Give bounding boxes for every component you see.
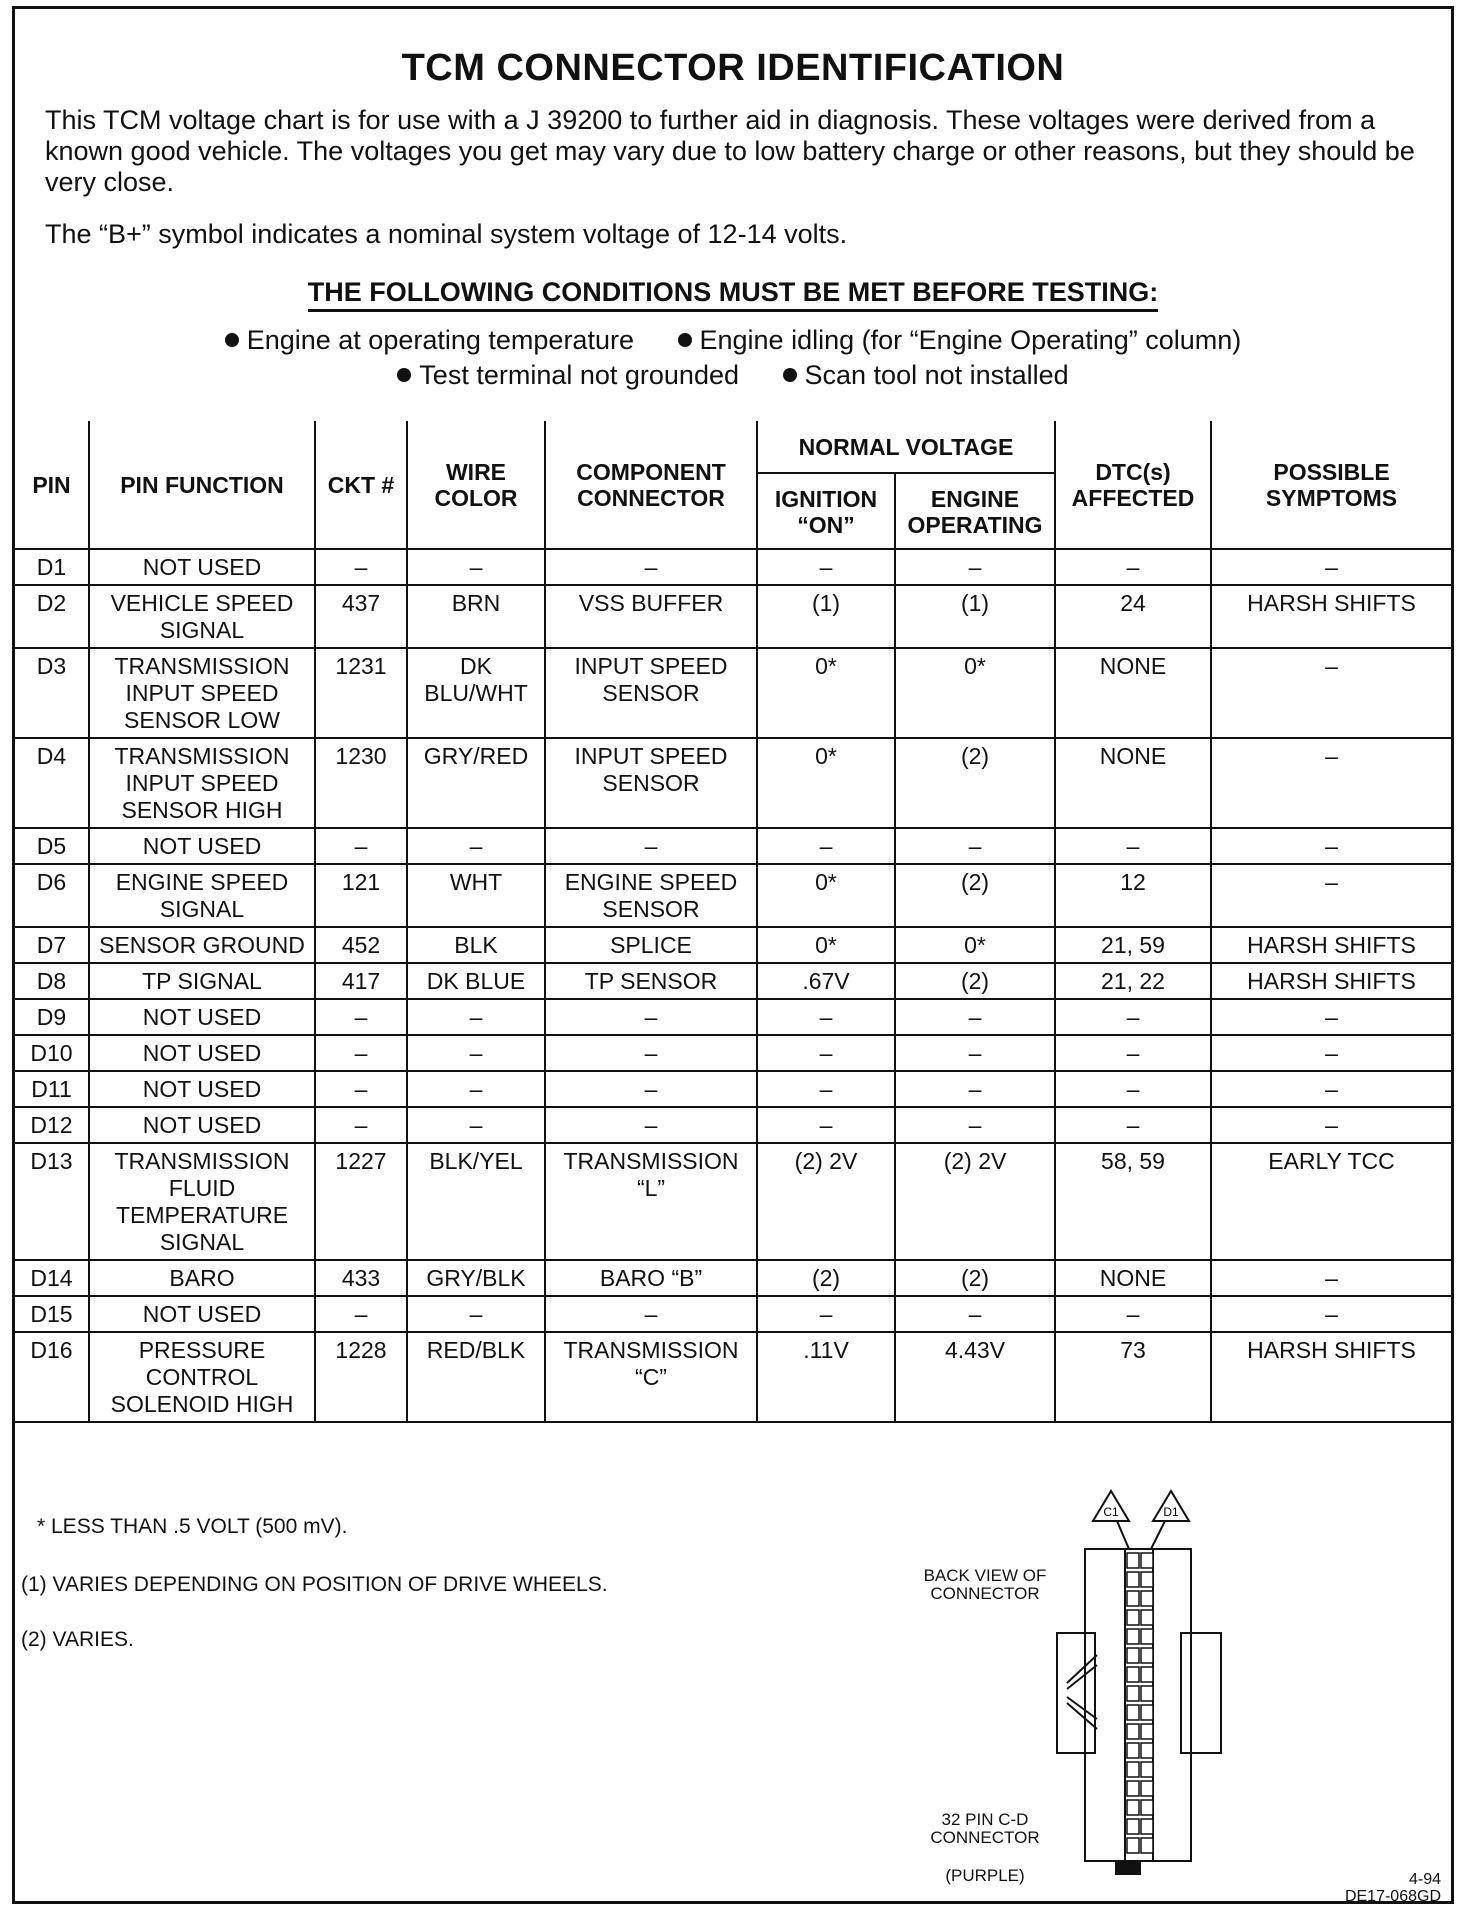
connector-diagram	[1055, 1483, 1235, 1903]
cell-wire-color: DK BLU/WHT	[407, 648, 545, 738]
cell-ignition-on: 0*	[757, 738, 895, 828]
cell-symptoms: –	[1211, 648, 1451, 738]
footnote-one: (1) VARIES DEPENDING ON POSITION OF DRIVE WHEELS.	[21, 1573, 608, 1596]
cell-ckt: 121	[315, 864, 407, 927]
cell-ckt: 1231	[315, 648, 407, 738]
connector-pin	[1127, 1781, 1139, 1796]
cell-dtc: 73	[1055, 1332, 1211, 1422]
cell-symptoms: HARSH SHIFTS	[1211, 585, 1451, 648]
cell-component: INPUT SPEED SENSOR	[545, 738, 757, 828]
cell-ckt: 437	[315, 585, 407, 648]
cell-symptoms: –	[1211, 1071, 1451, 1107]
connector-pin	[1141, 1572, 1153, 1587]
cell-symptoms: –	[1211, 1260, 1451, 1296]
connector-pin	[1141, 1762, 1153, 1777]
connector-pin	[1141, 1667, 1153, 1682]
cell-component: –	[545, 1296, 757, 1332]
cell-ckt: –	[315, 1296, 407, 1332]
cell-pin-function: NOT USED	[89, 999, 315, 1035]
footnotes-section	[15, 1463, 1451, 1907]
cell-symptoms: –	[1211, 999, 1451, 1035]
conditions-heading: THE FOLLOWING CONDITIONS MUST BE MET BEFORE TESTING:	[15, 277, 1451, 308]
cell-ignition-on: –	[757, 1107, 895, 1143]
connector-pin	[1141, 1743, 1153, 1758]
cell-pin: D12	[15, 1107, 89, 1143]
connector-type-label: 32 PIN C-D CONNECTOR	[930, 1810, 1040, 1847]
cell-ckt: 433	[315, 1260, 407, 1296]
header-pin-function: PIN FUNCTION	[89, 421, 315, 549]
cell-wire-color: –	[407, 1107, 545, 1143]
cell-pin: D8	[15, 963, 89, 999]
cell-pin: D14	[15, 1260, 89, 1296]
connector-pin	[1127, 1838, 1139, 1853]
header-ckt: CKT #	[315, 421, 407, 549]
table-row	[15, 585, 1451, 648]
cell-symptoms: HARSH SHIFTS	[1211, 963, 1451, 999]
cell-symptoms: HARSH SHIFTS	[1211, 1332, 1451, 1422]
connector-pin	[1141, 1781, 1153, 1796]
document-code	[1345, 1871, 1441, 1905]
cell-pin: D9	[15, 999, 89, 1035]
connector-pin	[1141, 1648, 1153, 1663]
cell-engine-operating: –	[895, 1071, 1055, 1107]
cell-symptoms: –	[1211, 549, 1451, 585]
cell-dtc: NONE	[1055, 1260, 1211, 1296]
cell-pin-function: ENGINE SPEED SIGNAL	[89, 864, 315, 927]
cell-ckt: –	[315, 1071, 407, 1107]
table-row	[15, 927, 1451, 963]
svg-text:D1: D1	[1163, 1505, 1179, 1519]
cell-pin-function: NOT USED	[89, 549, 315, 585]
cell-wire-color: –	[407, 1296, 545, 1332]
code-line-2: DE17-068GD	[1344, 1888, 1441, 1905]
cell-ignition-on: 0*	[757, 864, 895, 927]
cell-pin: D4	[15, 738, 89, 828]
table-body	[15, 549, 1451, 1422]
cell-ignition-on: –	[757, 828, 895, 864]
connector-pin	[1127, 1800, 1139, 1815]
cell-symptoms: –	[1211, 828, 1451, 864]
table-row	[15, 864, 1451, 927]
marker-c1	[1093, 1491, 1129, 1549]
header-pin: PIN	[15, 421, 89, 549]
cell-pin: D7	[15, 927, 89, 963]
connector-pin	[1127, 1686, 1139, 1701]
cell-ignition-on: –	[757, 999, 895, 1035]
cell-component: –	[545, 1071, 757, 1107]
cell-engine-operating: (2)	[895, 963, 1055, 999]
connector-pin	[1127, 1667, 1139, 1682]
marker-d1	[1151, 1491, 1189, 1549]
conditions-row-1	[15, 325, 1451, 356]
cell-pin-function: PRESSURE CONTROL SOLENOID HIGH	[89, 1332, 315, 1422]
cell-pin: D16	[15, 1332, 89, 1422]
cell-ignition-on: –	[757, 1071, 895, 1107]
bullet-icon	[225, 333, 239, 347]
intro-paragraph: This TCM voltage chart is for use with a J 39200 to further aid in diagnosis. These voltages were derived from a known good vehicle. The voltages you get may vary due to low battery charge or other reasons, but they should be very close.	[45, 105, 1415, 197]
cell-dtc: –	[1055, 1071, 1211, 1107]
cell-engine-operating: –	[895, 1035, 1055, 1071]
cell-wire-color: BLK	[407, 927, 545, 963]
bullet-icon	[678, 333, 692, 347]
connector-pin	[1127, 1648, 1139, 1663]
cell-component: BARO “B”	[545, 1260, 757, 1296]
cell-wire-color: –	[407, 1035, 545, 1071]
cell-pin: D15	[15, 1296, 89, 1332]
cell-ckt: 1228	[315, 1332, 407, 1422]
connector-pin	[1127, 1724, 1139, 1739]
table-row	[15, 648, 1451, 738]
cell-engine-operating: –	[895, 549, 1055, 585]
cell-component: SPLICE	[545, 927, 757, 963]
cell-pin-function: TRANSMISSION INPUT SPEED SENSOR HIGH	[89, 738, 315, 828]
table-row	[15, 1143, 1451, 1260]
connector-pin	[1141, 1800, 1153, 1815]
cell-ckt: 1230	[315, 738, 407, 828]
cell-component: –	[545, 999, 757, 1035]
header-ignition-on: IGNITION “ON”	[757, 473, 895, 549]
cell-ignition-on: 0*	[757, 927, 895, 963]
cell-wire-color: GRY/BLK	[407, 1260, 545, 1296]
header-possible-symptoms: POSSIBLE SYMPTOMS	[1211, 421, 1451, 549]
bullet-icon	[783, 368, 797, 382]
cell-ignition-on: (2) 2V	[757, 1143, 895, 1260]
connector-pin	[1127, 1819, 1139, 1834]
condition-item: Test terminal not grounded	[397, 360, 739, 391]
connector-pin	[1141, 1819, 1153, 1834]
cell-dtc: 21, 59	[1055, 927, 1211, 963]
footnote-two: (2) VARIES.	[21, 1628, 134, 1651]
cell-ckt: 1227	[315, 1143, 407, 1260]
cell-component: TP SENSOR	[545, 963, 757, 999]
conditions-row-2	[15, 360, 1451, 391]
cell-component: VSS BUFFER	[545, 585, 757, 648]
cell-component: INPUT SPEED SENSOR	[545, 648, 757, 738]
cell-pin: D5	[15, 828, 89, 864]
cell-pin-function: NOT USED	[89, 1296, 315, 1332]
cell-engine-operating: (2)	[895, 1260, 1055, 1296]
connector-pin	[1141, 1553, 1153, 1568]
cell-dtc: 58, 59	[1055, 1143, 1211, 1260]
header-component-connector: COMPONENT CONNECTOR	[545, 421, 757, 549]
cell-engine-operating: –	[895, 1107, 1055, 1143]
cell-dtc: 24	[1055, 585, 1211, 648]
cell-symptoms: HARSH SHIFTS	[1211, 927, 1451, 963]
cell-pin-function: TP SIGNAL	[89, 963, 315, 999]
cell-dtc: –	[1055, 1107, 1211, 1143]
connector-pin	[1127, 1762, 1139, 1777]
cell-engine-operating: (2) 2V	[895, 1143, 1055, 1260]
cell-wire-color: GRY/RED	[407, 738, 545, 828]
cell-dtc: –	[1055, 999, 1211, 1035]
table-row	[15, 1035, 1451, 1071]
page-title: TCM CONNECTOR IDENTIFICATION	[401, 47, 1065, 89]
cell-component: –	[545, 1035, 757, 1071]
cell-engine-operating: –	[895, 828, 1055, 864]
cell-engine-operating: –	[895, 999, 1055, 1035]
cell-symptoms: –	[1211, 1035, 1451, 1071]
cell-wire-color: DK BLUE	[407, 963, 545, 999]
cell-engine-operating: 0*	[895, 648, 1055, 738]
cell-wire-color: WHT	[407, 864, 545, 927]
cell-ckt: –	[315, 1035, 407, 1071]
cell-engine-operating: –	[895, 1296, 1055, 1332]
connector-pin	[1127, 1553, 1139, 1568]
cell-ignition-on: (2)	[757, 1260, 895, 1296]
cell-ignition-on: –	[757, 549, 895, 585]
connector-pin	[1141, 1591, 1153, 1606]
condition-item: Scan tool not installed	[783, 360, 1069, 391]
table-row	[15, 549, 1451, 585]
cell-ignition-on: 0*	[757, 648, 895, 738]
cell-component: –	[545, 828, 757, 864]
cell-ignition-on: (1)	[757, 585, 895, 648]
table-row	[15, 1296, 1451, 1332]
cell-engine-operating: 4.43V	[895, 1332, 1055, 1422]
cell-pin-function: NOT USED	[89, 1071, 315, 1107]
table-row	[15, 1332, 1451, 1422]
cell-component: ENGINE SPEED SENSOR	[545, 864, 757, 927]
cell-dtc: –	[1055, 1296, 1211, 1332]
condition-item: Engine at operating temperature	[225, 325, 634, 356]
connector-pin	[1127, 1610, 1139, 1625]
cell-pin-function: SENSOR GROUND	[89, 927, 315, 963]
cell-dtc: NONE	[1055, 738, 1211, 828]
cell-ignition-on: .67V	[757, 963, 895, 999]
cell-wire-color: RED/BLK	[407, 1332, 545, 1422]
cell-dtc: NONE	[1055, 648, 1211, 738]
back-view-label: BACK VIEW OF CONNECTOR	[923, 1566, 1047, 1603]
cell-pin-function: NOT USED	[89, 1107, 315, 1143]
pin-grid	[1127, 1553, 1153, 1853]
cell-pin-function: TRANSMISSION FLUID TEMPERATURE SIGNAL	[89, 1143, 315, 1260]
table-row	[15, 828, 1451, 864]
connector-pin	[1141, 1686, 1153, 1701]
connector-pin	[1141, 1705, 1153, 1720]
cell-pin: D3	[15, 648, 89, 738]
document-frame	[12, 6, 1454, 1904]
cell-symptoms: –	[1211, 1296, 1451, 1332]
cell-dtc: –	[1055, 1035, 1211, 1071]
cell-ckt: 452	[315, 927, 407, 963]
latch-lines	[1067, 1655, 1097, 1729]
header-normal-voltage: NORMAL VOLTAGE	[757, 421, 1055, 473]
connector-color-label: (PURPLE)	[945, 1866, 1025, 1885]
cell-symptoms: –	[1211, 738, 1451, 828]
tcm-voltage-table	[15, 421, 1451, 1423]
cell-component: –	[545, 549, 757, 585]
cell-engine-operating: 0*	[895, 927, 1055, 963]
cell-symptoms: –	[1211, 864, 1451, 927]
connector-key	[1115, 1861, 1141, 1875]
header-dtc-affected: DTC(s) AFFECTED	[1055, 421, 1211, 549]
connector-pin	[1127, 1629, 1139, 1644]
table-row	[15, 999, 1451, 1035]
connector-pin	[1127, 1705, 1139, 1720]
cell-wire-color: –	[407, 549, 545, 585]
cell-pin-function: TRANSMISSION INPUT SPEED SENSOR LOW	[89, 648, 315, 738]
cell-wire-color: –	[407, 999, 545, 1035]
connector-pin	[1141, 1838, 1153, 1853]
cell-component: TRANSMISSION “L”	[545, 1143, 757, 1260]
cell-dtc: 21, 22	[1055, 963, 1211, 999]
table-row	[15, 1260, 1451, 1296]
connector-pin	[1141, 1724, 1153, 1739]
header-section	[15, 9, 1451, 421]
code-line-1: 4-94	[1408, 1871, 1441, 1888]
cell-wire-color: –	[407, 1071, 545, 1107]
cell-pin: D10	[15, 1035, 89, 1071]
cell-ckt: –	[315, 1107, 407, 1143]
cell-component: TRANSMISSION “C”	[545, 1332, 757, 1422]
bullet-icon	[397, 368, 411, 382]
table-row	[15, 1071, 1451, 1107]
cell-symptoms: EARLY TCC	[1211, 1143, 1451, 1260]
table-row	[15, 738, 1451, 828]
cell-ckt: –	[315, 828, 407, 864]
cell-pin-function: BARO	[89, 1260, 315, 1296]
cell-ckt: –	[315, 549, 407, 585]
cell-pin: D2	[15, 585, 89, 648]
cell-ignition-on: .11V	[757, 1332, 895, 1422]
connector-pin	[1141, 1610, 1153, 1625]
cell-pin: D1	[15, 549, 89, 585]
cell-ckt: –	[315, 999, 407, 1035]
footnote-star: * LESS THAN .5 VOLT (500 mV).	[37, 1515, 348, 1538]
cell-wire-color: –	[407, 828, 545, 864]
cell-wire-color: BRN	[407, 585, 545, 648]
cell-ignition-on: –	[757, 1035, 895, 1071]
cell-dtc: –	[1055, 549, 1211, 585]
cell-engine-operating: (2)	[895, 738, 1055, 828]
cell-ckt: 417	[315, 963, 407, 999]
cell-component: –	[545, 1107, 757, 1143]
cell-pin: D6	[15, 864, 89, 927]
cell-engine-operating: (1)	[895, 585, 1055, 648]
cell-symptoms: –	[1211, 1107, 1451, 1143]
cell-ignition-on: –	[757, 1296, 895, 1332]
cell-engine-operating: (2)	[895, 864, 1055, 927]
bplus-note: The “B+” symbol indicates a nominal system voltage of 12-14 volts.	[45, 219, 848, 249]
cell-pin-function: NOT USED	[89, 1035, 315, 1071]
header-wire-color: WIRE COLOR	[407, 421, 545, 549]
table-row	[15, 963, 1451, 999]
connector-pin	[1127, 1572, 1139, 1587]
cell-pin-function: VEHICLE SPEED SIGNAL	[89, 585, 315, 648]
connector-pin	[1141, 1629, 1153, 1644]
cell-pin: D11	[15, 1071, 89, 1107]
cell-dtc: –	[1055, 828, 1211, 864]
cell-dtc: 12	[1055, 864, 1211, 927]
header-engine-operating: ENGINE OPERATING	[895, 473, 1055, 549]
cell-pin: D13	[15, 1143, 89, 1260]
svg-text:C1: C1	[1103, 1505, 1119, 1519]
condition-item: Engine idling (for “Engine Operating” column)	[678, 325, 1242, 356]
connector-pin	[1127, 1743, 1139, 1758]
connector-pin	[1127, 1591, 1139, 1606]
cell-wire-color: BLK/YEL	[407, 1143, 545, 1260]
table-row	[15, 1107, 1451, 1143]
cell-pin-function: NOT USED	[89, 828, 315, 864]
